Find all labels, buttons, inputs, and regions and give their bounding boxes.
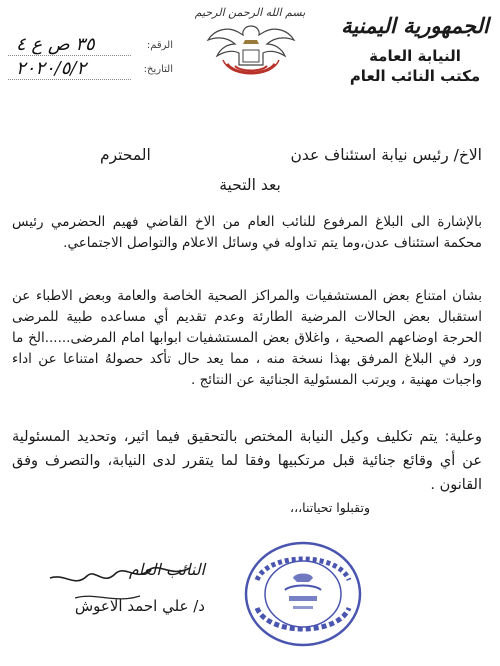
date-label: التاريخ: [143, 64, 173, 75]
authority-name: النيابة العامة [369, 47, 461, 65]
reference-line [8, 36, 173, 60]
reference-value: ٣٥ ص ع ٤ [16, 34, 95, 55]
official-stamp-icon [243, 540, 363, 648]
respect-word: المحترم [100, 146, 151, 164]
closing-phrase: وتقبلوا تحياتنا،،، [290, 500, 370, 515]
signatory-name: د/ علي احمد الاعوش [74, 597, 205, 615]
reference-label: الرقم: [146, 40, 173, 51]
addressee-line [12, 146, 482, 168]
date-value: ٢٠٢٠/٥/٢ [16, 58, 87, 79]
reference-block [8, 36, 173, 84]
paragraph-reference: بالإشارة الى البلاغ المرفوع للنائب العام من الاخ القاضي فهيم الحضرمي رئيس محكمة استئناف عدن،وما يتم تداوله في وسائل الاعلام والتواصل الاجتماعي. [12, 214, 482, 251]
addressee: الاخ/ رئيس نيابة استئناف عدن [290, 146, 482, 164]
letterhead-right [340, 14, 490, 86]
office-name: مكتب النائب العام [349, 67, 481, 85]
signatory-title: النائب العام [128, 560, 205, 579]
country-name: الجمهورية اليمنية [341, 13, 489, 38]
paragraph-subject: بشان امتناع بعض المستشفيات والمراكز الصحية الخاصة والعامة وبعض الاطباء عن استقبال بعض الحالات المرضية الطارئة وعدم تقديم أي مساعده طبية للمرضى الحرجة اوضاعهم الصحية ، واغلاق بعض المستشفيات ابوابها امام المرضى......الخ ما ورد في البلاغ المرفق بهذا نسخة منه ، مما يعد حال تأكد حصولهُ امتناعا عن اداء واجبات مهنية ، ويرتب المسئولية الجنائية عن النتائج . [12, 288, 482, 388]
basmala: بسم الله الرحمن الرحيم [194, 6, 306, 19]
date-line [8, 60, 173, 84]
greeting: بعد التحية [219, 176, 281, 194]
paragraph-directive: وعلية: يتم تكليف وكيل النيابة المختص بالتحقيق فيما اثير، وتحديد المسئولية عن أي وقائع جنائية قبل مرتكبيها وفقا لما يتقرر لدى النيابة، والتصرف وفق القانون . [12, 429, 482, 493]
eagle-emblem-icon [205, 20, 297, 78]
